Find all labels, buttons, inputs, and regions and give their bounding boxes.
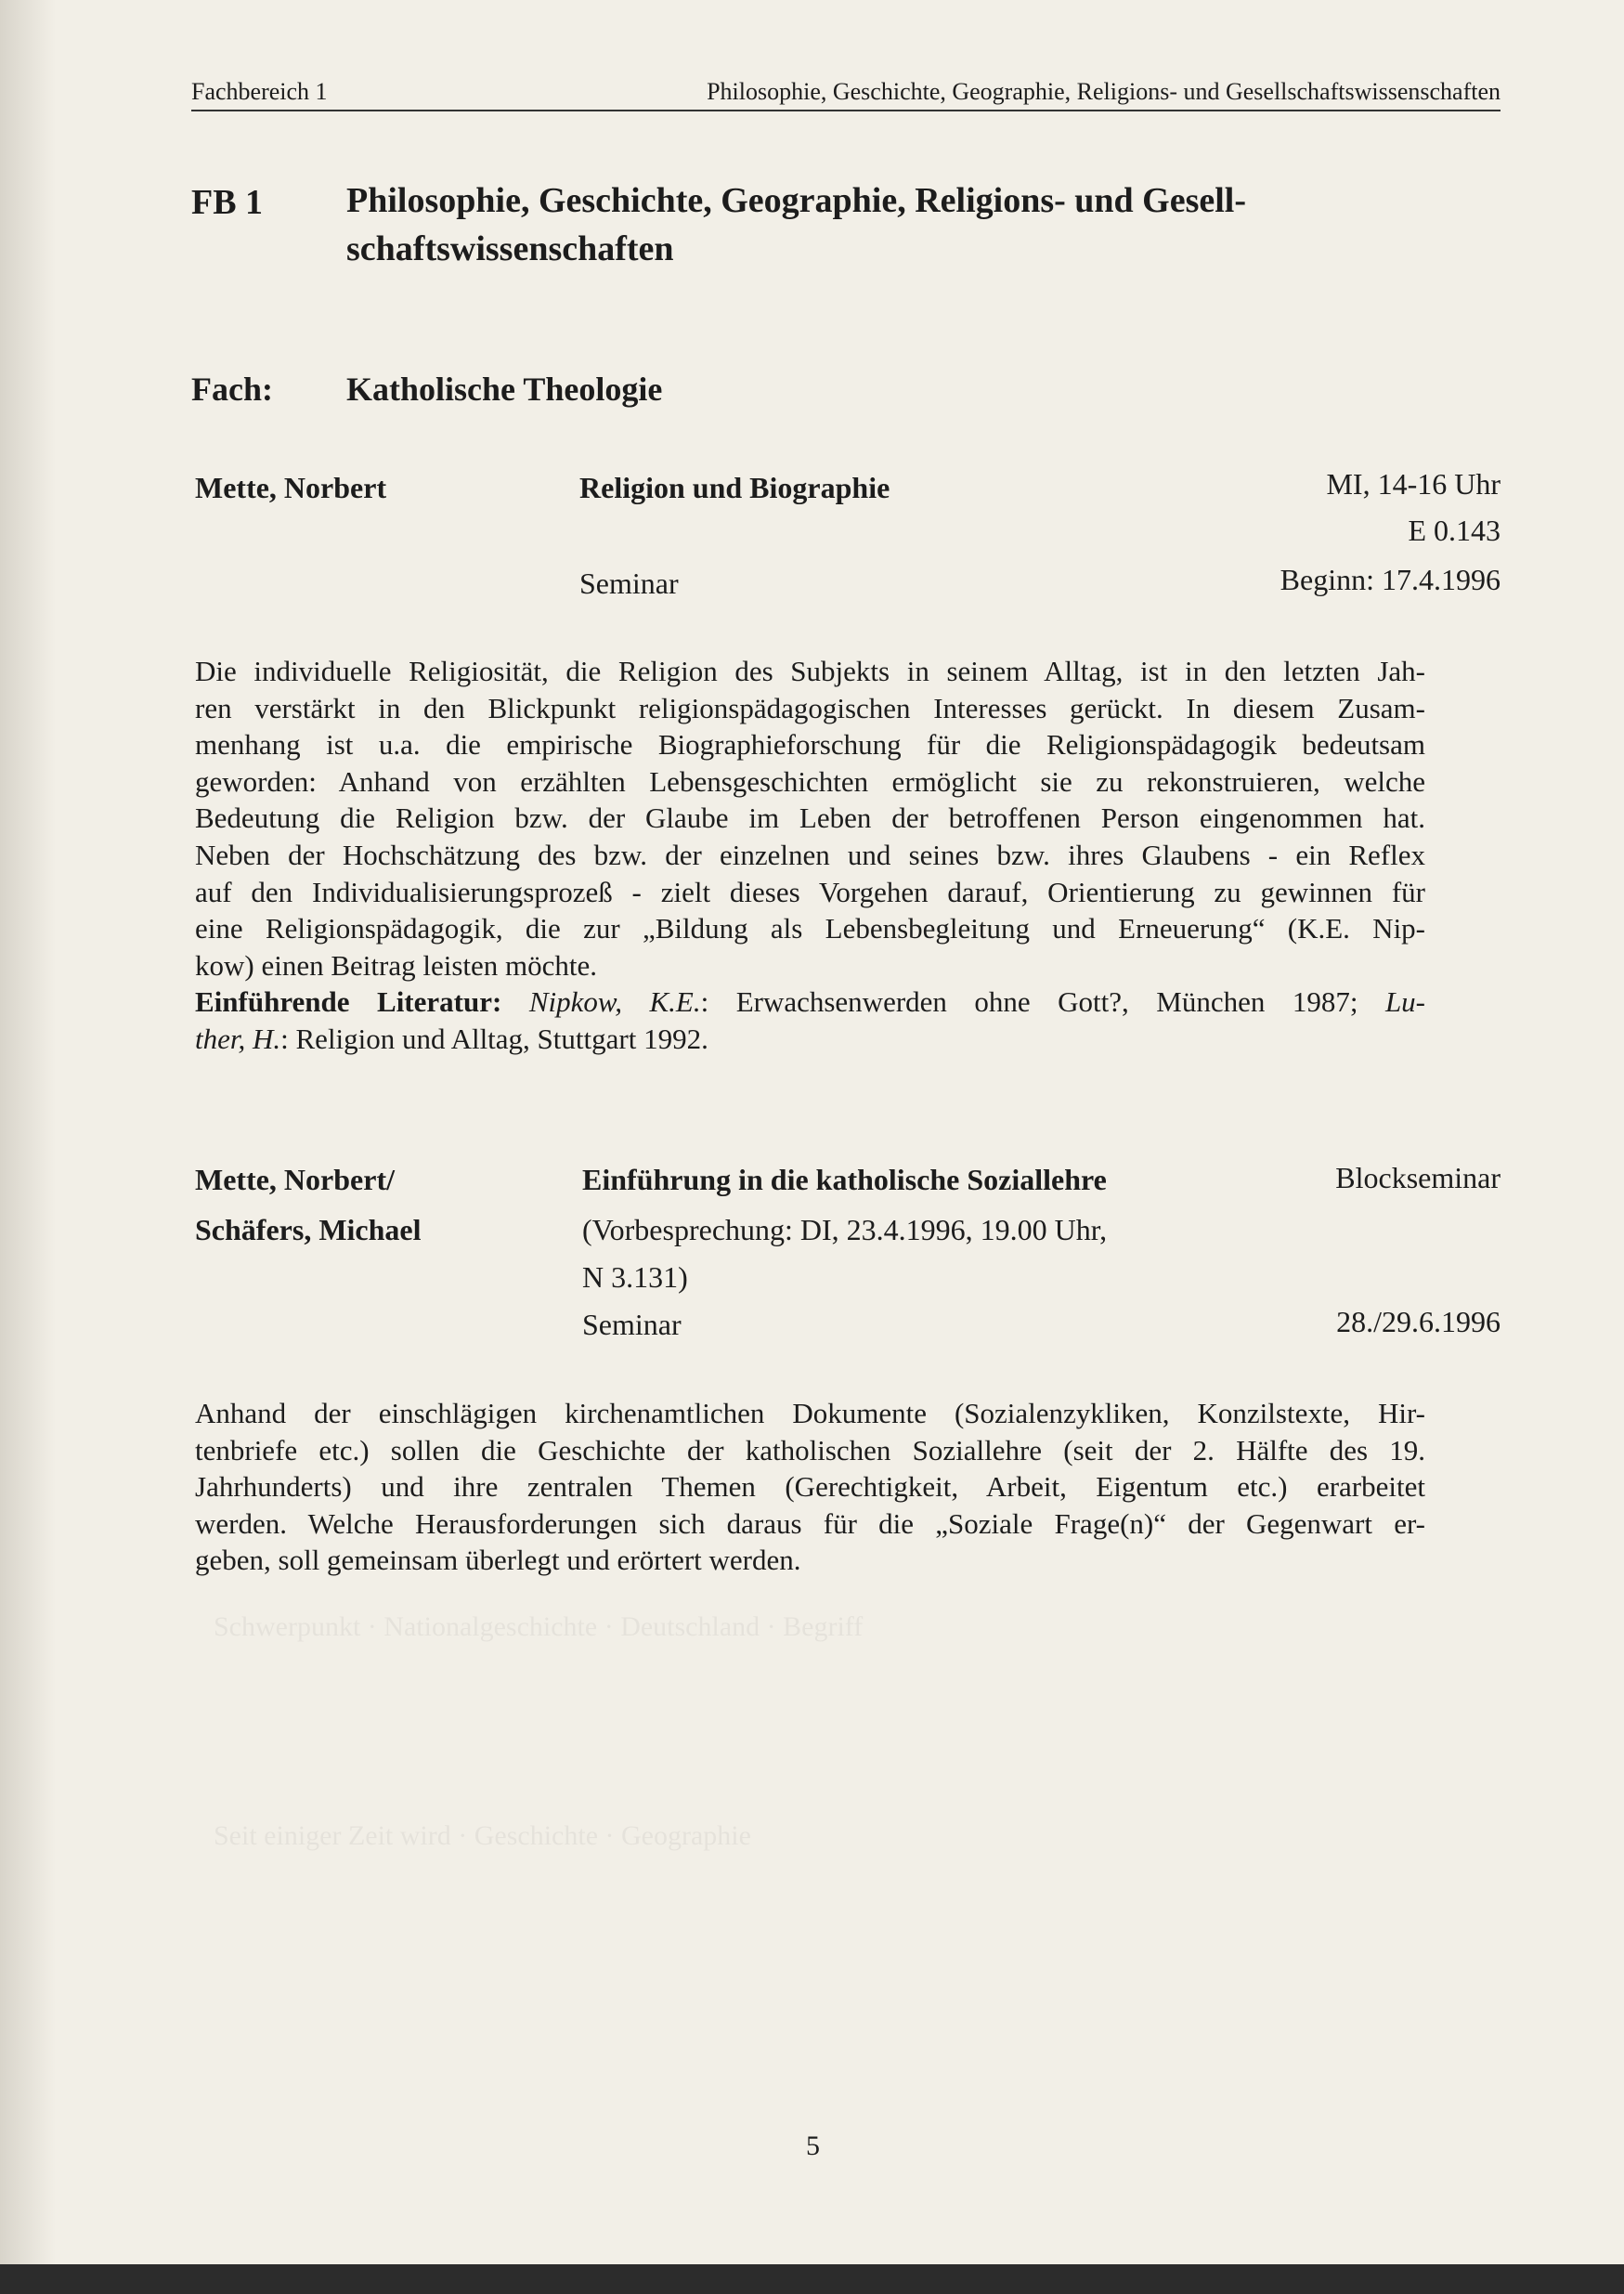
literature-work: : Erwachsenwerden ohne Gott?, München 1987; bbox=[700, 985, 1358, 1019]
course1-instructor: Mette, Norbert bbox=[195, 471, 387, 504]
faculty-title-line: schaftswissenschaften bbox=[346, 229, 674, 268]
show-through-text: Schwerpunkt · Nationalgeschichte · Deutschland · Begriff bbox=[214, 1611, 864, 1642]
literature-author: ther, H. bbox=[195, 1022, 281, 1055]
description-line: auf den Individualisierungsprozeß - zielt dieses Vorgehen darauf, Orientierung zu gewinnen für bbox=[195, 875, 1425, 908]
description-line: eine Religionspädagogik, die zur „Bildung als Lebensbegleitung und Erneuerung“ (K.E. Nip- bbox=[195, 912, 1425, 945]
literature-line bbox=[195, 1021, 1425, 1058]
description-line: Die individuelle Religiosität, die Religion des Subjekts in seinem Alltag, ist in den letzten Jah- bbox=[195, 655, 1425, 687]
course2-prelim: N 3.131) bbox=[582, 1260, 688, 1294]
course1-start: Beginn: 17.4.1996 bbox=[1280, 563, 1501, 596]
description-line: werden. Welche Herausforderungen sich daraus für die „Soziale Frage(n)“ der Gegenwart er- bbox=[195, 1506, 1425, 1540]
description-line: ren verstärkt in den Blickpunkt religionspädagogischen Interesses gerückt. In diesem Zusam- bbox=[195, 691, 1425, 724]
literature-colon: : bbox=[491, 985, 502, 1019]
description-line: Jahrhunderts) und ihre zentralen Themen (Gerechtigkeit, Arbeit, Eigentum etc.) erarbeitet bbox=[195, 1470, 1425, 1504]
course2-type: Seminar bbox=[582, 1308, 682, 1341]
literature-label: Einführende Literatur bbox=[195, 985, 492, 1019]
show-through-text: Seit einiger Zeit wird · Geschichte · Geographie bbox=[214, 1820, 751, 1851]
literature-author: Lu- bbox=[1384, 985, 1426, 1019]
literature-work: : Religion und Alltag, Stuttgart 1992. bbox=[280, 1022, 708, 1055]
scanner-edge bbox=[0, 2264, 1624, 2294]
literature-line bbox=[195, 984, 1425, 1021]
running-header bbox=[191, 78, 1501, 111]
course2-instructor: Schäfers, Michael bbox=[195, 1213, 422, 1246]
course1-room: E 0.143 bbox=[1408, 514, 1501, 547]
course2-description bbox=[195, 1395, 1425, 1579]
faculty-title bbox=[346, 176, 1331, 273]
description-line: Neben der Hochschätzung des bzw. der einzelnen und seines bzw. ihres Glaubens - ein Reflex bbox=[195, 838, 1425, 871]
course2-format: Blockseminar bbox=[1335, 1161, 1501, 1194]
description-line: geworden: Anhand von erzählten Lebensgeschichten ermöglicht sie zu rekonstruieren, welche bbox=[195, 764, 1425, 798]
description-line: geben, soll gemeinsam überlegt und erörtert werden. bbox=[195, 1544, 801, 1577]
course2-title: Einführung in die katholische Soziallehre bbox=[582, 1163, 1107, 1196]
page-binding-shadow bbox=[0, 0, 56, 2264]
running-header-left: Fachbereich 1 bbox=[191, 78, 328, 105]
course2-dates: 28./29.6.1996 bbox=[1336, 1305, 1501, 1338]
description-line: Anhand der einschlägigen kirchenamtlichen Dokumente (Sozialenzykliken, Konzilstexte, Hir- bbox=[195, 1397, 1425, 1429]
page-number: 5 bbox=[806, 2131, 820, 2161]
faculty-label: FB 1 bbox=[191, 183, 264, 222]
course1-title: Religion und Biographie bbox=[579, 471, 890, 504]
course1-type: Seminar bbox=[579, 567, 679, 600]
description-line: kow) einen Beitrag leisten möchte. bbox=[195, 948, 598, 982]
running-header-right: Philosophie, Geschichte, Geographie, Religions- und Gesellschaftswissenschaften bbox=[707, 78, 1501, 105]
course1-time: MI, 14-16 Uhr bbox=[1326, 467, 1501, 501]
faculty-title-line: Philosophie, Geschichte, Geographie, Religions- und Gesell- bbox=[346, 181, 1247, 220]
description-line: Bedeutung die Religion bzw. der Glaube im Leben der betroffenen Person eingenommen hat. bbox=[195, 802, 1425, 835]
course1-description bbox=[195, 653, 1425, 1058]
subject-value: Katholische Theologie bbox=[346, 371, 663, 408]
description-line: menhang ist u.a. die empirische Biographieforschung für die Religionspädagogik bedeutsam bbox=[195, 728, 1425, 762]
course2-instructor: Mette, Norbert/ bbox=[195, 1163, 395, 1196]
literature-author: Nipkow, K.E. bbox=[528, 985, 701, 1019]
description-line: tenbriefe etc.) sollen die Geschichte der katholischen Soziallehre (seit der 2. Hälfte des 19. bbox=[195, 1433, 1425, 1466]
course2-prelim: (Vorbesprechung: DI, 23.4.1996, 19.00 Uhr, bbox=[582, 1213, 1108, 1246]
subject-label: Fach: bbox=[191, 371, 273, 408]
